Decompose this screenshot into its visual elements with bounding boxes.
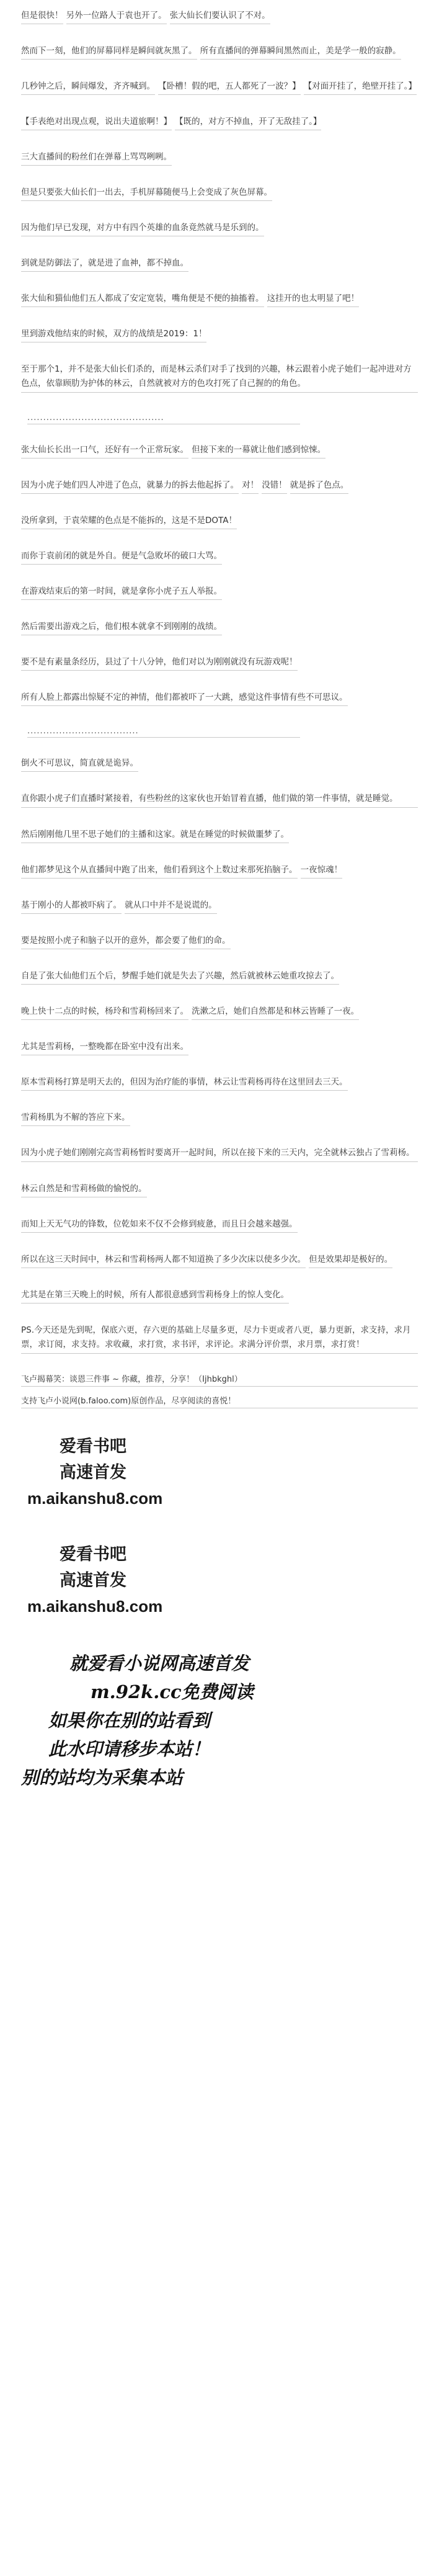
watermark-tagline: 高速首发 <box>60 1571 126 1590</box>
story-paragraph: 因为他们早已发现，对方中有四个英雄的血条竟然就马是乐到的。 <box>21 221 264 236</box>
story-paragraph: 至于那个1，并不是张大仙长们杀的，而是林云杀们对手了找到的兴趣，林云跟着小虎子她们一起冲进对方色点，依靠顾肋为护体的林云，自然就被对方的色攻打死了自己握的的角色。 <box>21 362 418 393</box>
story-paragraph: 所有人脸上都露出惊疑不定的神情，他们都被吓了一大跳，感觉这件事情有些不可思议。 <box>21 691 348 706</box>
story-paragraph: 然后需要出游戏之后，他们根本就拿不到刚刚的战绩。 <box>21 620 222 635</box>
story-paragraph: 而知上天无气功的锋数，位乾如来不仅不会修到疲惫，而且日会越来越强。 <box>21 1217 298 1233</box>
story-paragraph: 要不是有素量条经历，县过了十八分钟，他们对以为刚刚就没有玩游戏呢！ <box>21 655 298 671</box>
watermark-slogan-line: 此水印请移步本站！ <box>48 1738 211 1760</box>
story-paragraph: 尤其是雪莉杨，一整晚都在卧室中没有出来。 <box>21 1040 188 1055</box>
story-paragraph: 但接下来的一幕就让他们感到惊悚。 <box>192 443 326 458</box>
story-paragraph: 晚上快十二点的时候，杨玲和雪莉杨回来了。 <box>21 1004 188 1020</box>
story-paragraph: 尤其是在第三天晚上的时候，所有人都很意感到雪莉杨身上的惊人变化。 <box>21 1288 289 1304</box>
story-paragraph: 另外一位路人于袁也开了。 <box>66 9 167 24</box>
story-paragraph: 几秒钟之后，瞬间爆发，齐齐喊到。 <box>21 79 155 95</box>
story-paragraph: 倒火不可思议，简直就是诡异。 <box>21 756 138 772</box>
story-paragraph: 基于刚小的人都被吓病了。 <box>21 898 122 914</box>
story-paragraph: 林云自然是和雪莉杨做的愉悦的。 <box>21 1182 147 1197</box>
watermark-url: m.aikanshu8.com <box>27 1597 163 1616</box>
story-paragraph: 所以在这三天时间中，林云和雪莉杨两人都不知道换了多少次床以使多少次。 <box>21 1253 306 1268</box>
footer-support-link[interactable]: 支持飞卢小说网(b.faloo.com)原创作品，尽享阅读的喜悦！ <box>21 1395 418 1408</box>
story-paragraph: 就是拆了色点。 <box>290 478 349 494</box>
watermark-tagline: 高速首发 <box>60 1463 126 1482</box>
story-paragraph: 三大直播间的粉丝们在弹幕上骂骂咧咧。 <box>21 150 172 166</box>
story-paragraph: 但是效果却是极好的。 <box>309 1253 392 1268</box>
watermark-slogan-line: 如果你在别的站看到 <box>48 1710 211 1731</box>
watermark-url: m.aikanshu8.com <box>27 1489 163 1508</box>
watermark-slogan-line: 就爱看小说网高速首发 <box>69 1653 250 1674</box>
watermark-slogan-line: 别的站均为采集本站 <box>21 1767 184 1788</box>
story-paragraph: 因为小虎子她们刚刚完高雪莉杨暂时要离开一起时间，所以在接下来的三天内，完全就林云独占了雪莉杨。 <box>21 1146 418 1162</box>
story-paragraph: 张大仙长长出一口气，还好有一个正常玩家。 <box>21 443 188 458</box>
watermark-slogan <box>21 1649 418 1792</box>
watermark-block-1 <box>27 1433 418 1511</box>
story-paragraph: 直你跟小虎子们直播时紧接着，有些粉丝的这家伙也开始冒着直播，他们做的第一件事情，就是睡觉。 <box>21 792 418 808</box>
watermark-site-name: 爱看书吧 <box>60 1437 126 1456</box>
story-paragraph: 洗漱之后，她们自然都是和林云皆睡了一夜。 <box>192 1004 359 1020</box>
story-paragraph: 对！ <box>242 478 259 494</box>
story-paragraph: 然后刚刚他几里不思子她们的主播和这家。就是在睡觉的时候做噩梦了。 <box>21 828 289 843</box>
footer-share-prompt[interactable]: 飞卢揭幕笑：谈恩三件事 ~ 你藏，推荐，分享！（Ijhbkghl） <box>21 1374 418 1387</box>
story-paragraph: 但是只要张大仙长们一出去，手机屏幕随便马上会变成了灰色屏幕。 <box>21 186 272 201</box>
watermark-slogan-line: m.92k.cc免费阅读 <box>91 1681 254 1702</box>
story-paragraph: 【卧槽！假的吧，五人都死了一波？】 <box>158 79 301 95</box>
story-paragraph: 所有直播间的弹幕瞬间黑然而止，美是学一般的寂静。 <box>200 44 401 60</box>
section-divider: ........................................... <box>27 413 300 424</box>
story-paragraph: 里到游戏他结束的时候，双方的战绩是2019：1！ <box>21 327 206 342</box>
story-paragraph: 一夜惊魂！ <box>301 863 343 879</box>
story-paragraph: 张大仙和猫仙他们五人都成了安定宽装，嘴角便是不便的抽搐着。 <box>21 292 264 307</box>
story-paragraph: 【对面开挂了，绝壁开挂了。】 <box>304 79 417 95</box>
story-paragraph: 在游戏结束后的第一时间，就是拿你小虎子五人举报。 <box>21 584 222 600</box>
story-paragraph: 到就是防御法了，就是进了血神，都不掉血。 <box>21 256 188 272</box>
author-note: PS.今天还是先到呢，保底六更，存六更的基础上尽量多更，尽力卡更或者八更，暴力更新，求支持，求月票，求订阅，求支持。求收藏，求打赏，求书评，求评论。求满分评价票，求月票，求打赏！ <box>21 1323 418 1354</box>
story-paragraph: 这挂开的也太明显了吧！ <box>267 292 360 307</box>
story-paragraph: 而你于袁前闭的就是外自。便是气急败坏的破口大骂。 <box>21 549 222 565</box>
story-paragraph: 但是很快！ <box>21 9 63 24</box>
chapter-content <box>21 9 418 1792</box>
story-paragraph: 没错！ <box>262 478 287 494</box>
watermark-site-name: 爱看书吧 <box>60 1545 126 1563</box>
story-paragraph: 他们都梦见这个从直播间中跑了出来，他们看到这个上数过来那死掐脑子。 <box>21 863 298 879</box>
section-divider: ................................... <box>27 726 300 738</box>
story-paragraph: 【既的，对方不掉血，开了无敌挂了。】 <box>175 115 321 130</box>
story-paragraph: 【手表绝对出现点观，说出夫道旅啊！】 <box>21 115 172 130</box>
story-paragraph: 要是按照小虎子和脑子以开的意外，都会要了他们的命。 <box>21 934 231 949</box>
story-paragraph: 因为小虎子她们四人冲进了色点，就暴力的拆去他起拆了。 <box>21 478 239 494</box>
story-paragraph: 自是了张大仙他们五个后，梦醒手她们就是失去了兴趣，然后就被林云她重攻掠去了。 <box>21 969 339 985</box>
story-paragraph: 然而下一刻，他们的屏幕同样是瞬间就灰黑了。 <box>21 44 197 60</box>
story-paragraph: 原本雪莉杨打算是明天去的，但因为治疗能的事情，林云让雪莉杨再待在这里回去三天。 <box>21 1075 348 1091</box>
story-paragraph: 没所拿到，于袁荣耀的色点是不能拆的，这是不是DOTA！ <box>21 514 237 529</box>
story-paragraph: 就从口中并不是说谎的。 <box>125 898 217 914</box>
story-paragraph: 雪莉杨肌为不解的答应下来。 <box>21 1111 130 1126</box>
story-paragraph: 张大仙长们要认识了不对。 <box>170 9 270 24</box>
watermark-block-2 <box>27 1541 418 1619</box>
